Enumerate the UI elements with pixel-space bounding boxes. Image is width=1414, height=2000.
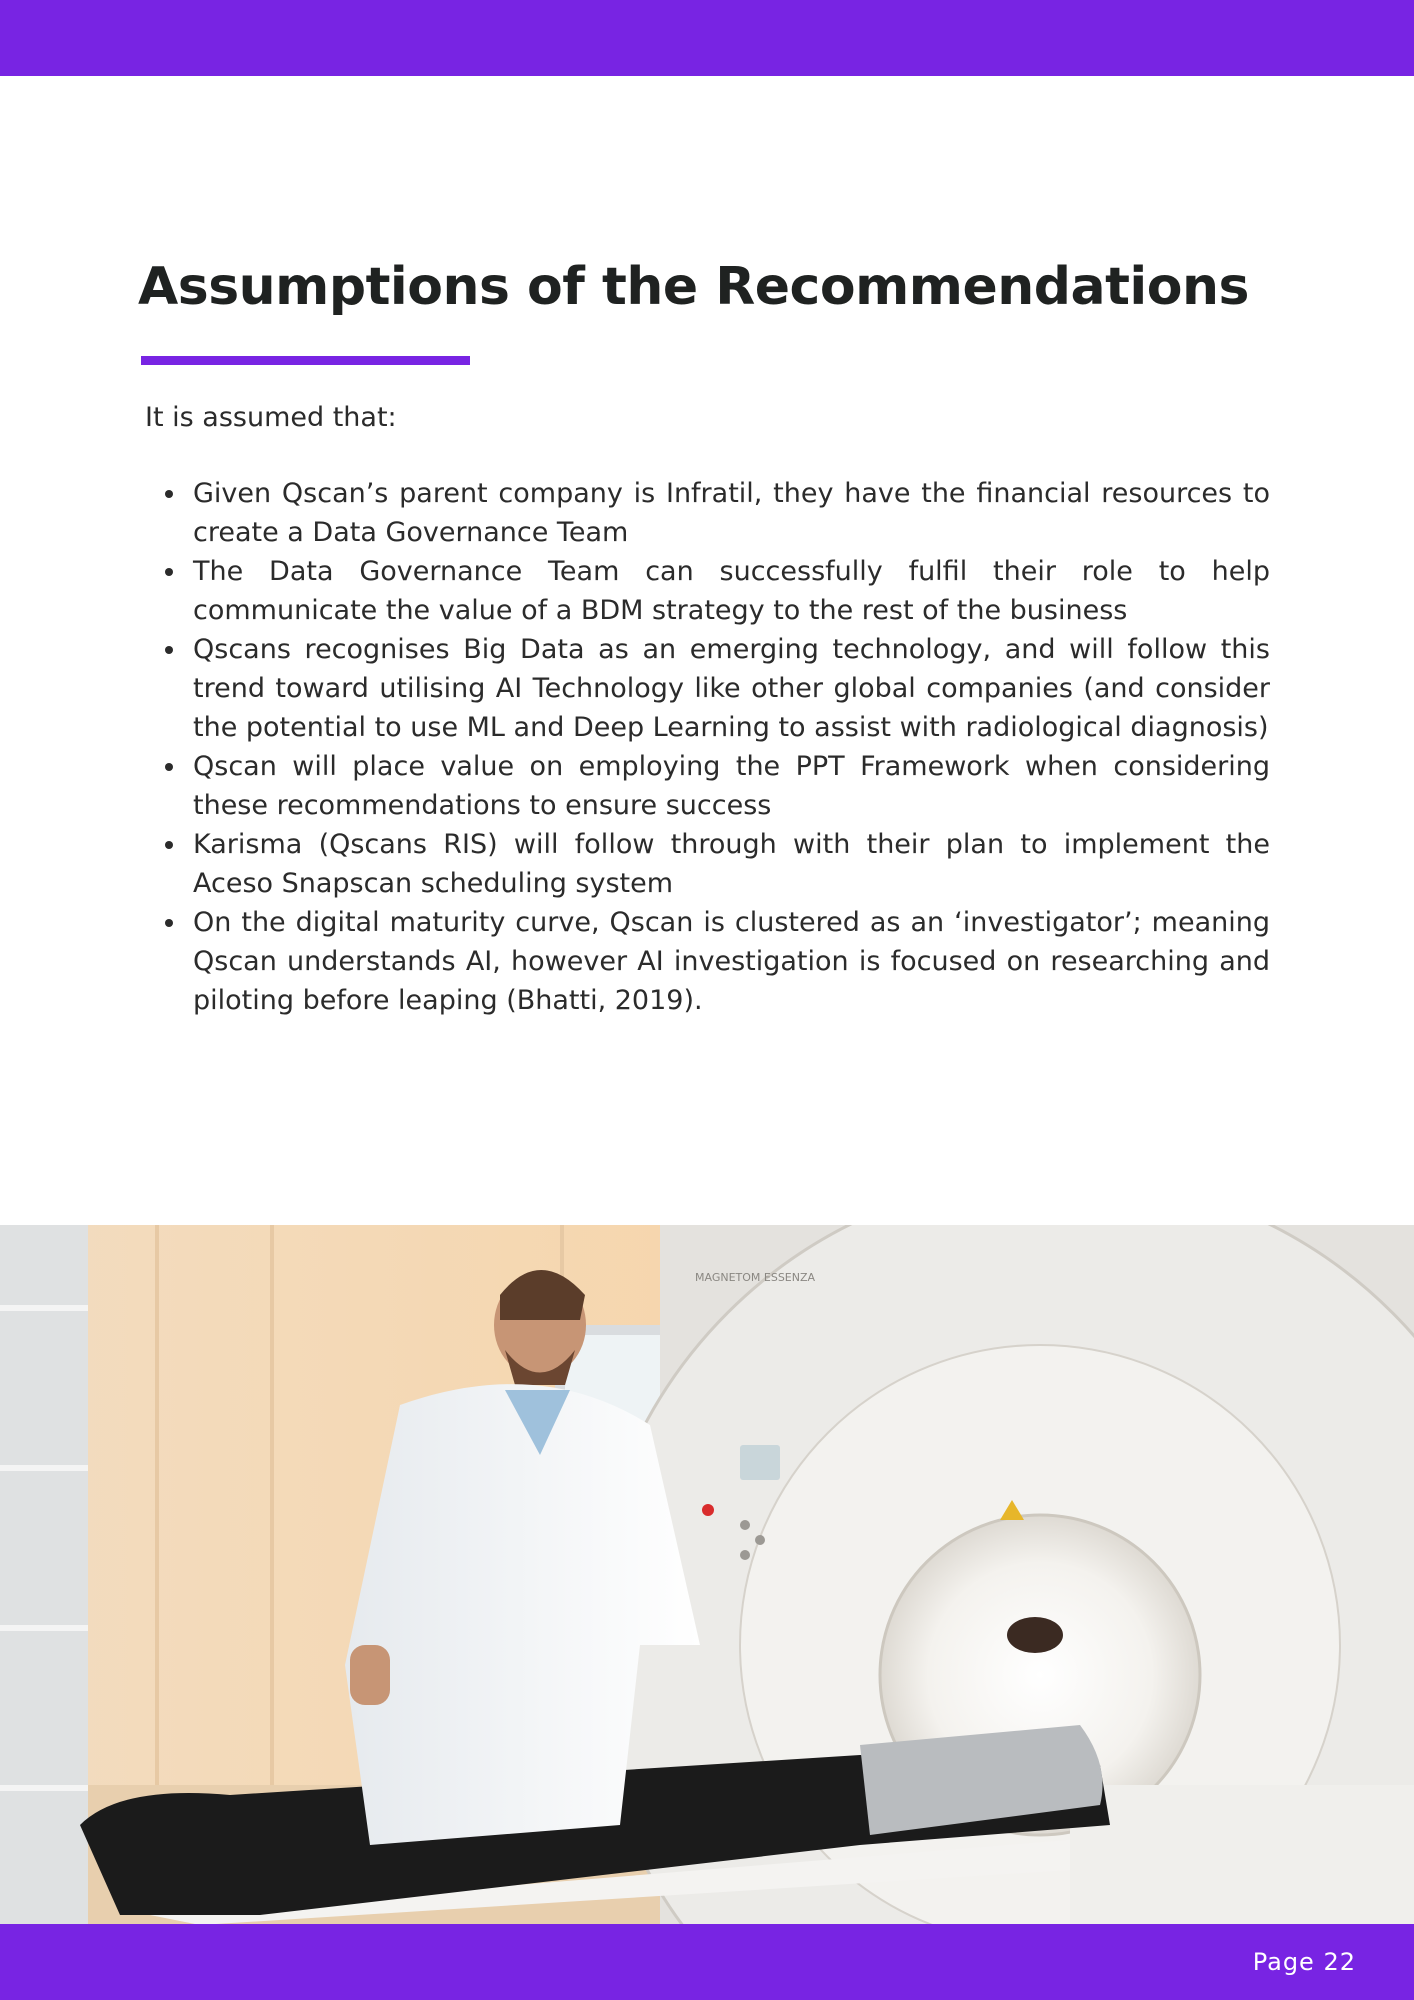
bullet-icon (165, 568, 173, 576)
mri-photo (0, 1225, 1414, 1925)
header-bar (0, 0, 1414, 76)
assumptions-list (193, 474, 1270, 1020)
bullet-icon (165, 841, 173, 849)
list-item (193, 903, 1270, 1020)
page-number: Page 22 (1252, 1948, 1356, 1976)
bullet-icon (165, 646, 173, 654)
bullet-icon (165, 490, 173, 498)
list-item (193, 630, 1270, 747)
bullet-icon (165, 919, 173, 927)
bullet-icon (165, 763, 173, 771)
mri-machine-label: MAGNETOM ESSENZA (695, 1271, 816, 1284)
list-item (193, 825, 1270, 903)
list-item-text: Qscans recognises Big Data as an emerging technology, and will follow this trend toward utilising AI Technology like other global companies (and consider the potential to use ML and Deep Learning to assist with radiological diagnosis) (193, 634, 1270, 743)
title-underline (141, 356, 470, 365)
page-title: Assumptions of the Recommendations (138, 257, 1249, 317)
list-item (193, 552, 1270, 630)
intro-text: It is assumed that: (145, 402, 397, 433)
list-item-text: The Data Governance Team can successfully fulfil their role to help communicate the value of a BDM strategy to the rest of the business (193, 556, 1270, 626)
list-item-text: Qscan will place value on employing the PPT Framework when considering these recommendations to ensure success (193, 751, 1270, 821)
mri-scene-illustration (0, 1225, 1414, 1925)
list-item (193, 747, 1270, 825)
list-item-text: On the digital maturity curve, Qscan is clustered as an ‘investigator’; meaning Qscan understands AI, however AI investigation is focused on researching and piloting before leaping (Bhatti, 2019). (193, 907, 1270, 1016)
list-item-text: Karisma (Qscans RIS) will follow through with their plan to implement the Aceso Snapscan scheduling system (193, 829, 1270, 899)
footer-bar (0, 1924, 1414, 2000)
list-item (193, 474, 1270, 552)
list-item-text: Given Qscan’s parent company is Infratil, they have the financial resources to create a Data Governance Team (193, 478, 1270, 548)
